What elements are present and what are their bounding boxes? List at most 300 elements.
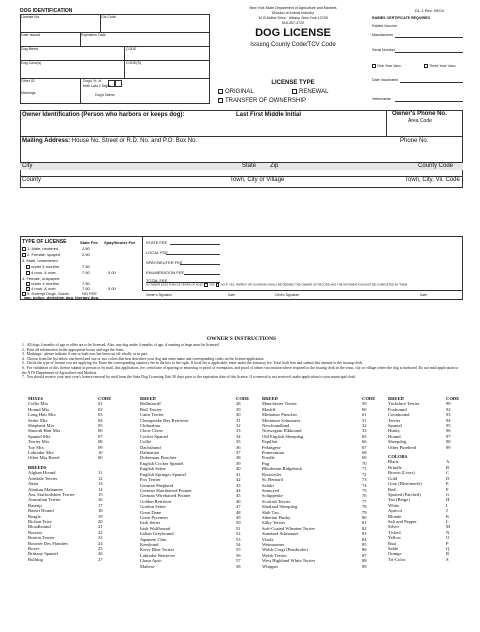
code-row-value: F (446, 486, 449, 492)
owner-age-question: IS OWNER LESS THAN 18 YEARS OF AGE? YES NO IF YES, PARENT OR GUARDIAN SHALL BE DEEMED THE OWNER OF RECORD AND THE INFORMATION MUST BE COMPLETED BY THEM. (146, 282, 408, 287)
code-row-value: 85 (362, 541, 367, 547)
code-row-label: Coonhound (388, 412, 410, 418)
code-row-label: Siberian Husky (262, 514, 291, 520)
code-row-label: Rottweiler (262, 471, 282, 477)
code-row-value: 32 (236, 423, 241, 429)
code-row-label: Terrier Mix (28, 439, 50, 445)
code-row-value: 68 (362, 450, 367, 456)
code-row-label: English Setter (140, 466, 166, 472)
original-checkbox[interactable] (218, 89, 223, 94)
code-row-value: 01 (98, 401, 103, 407)
state-fee-header: State Fee (80, 240, 98, 245)
code-row-label: Black (388, 459, 399, 465)
code-row-value: 73 (362, 477, 367, 483)
dogs-name-label: Dog's Name (95, 93, 115, 97)
instruction-item: 4. Choose from the list below one breed and one or two colors that best describes your dog and enter name and corresponding codes on the license application. (22, 356, 265, 361)
code-row-label: Irish Wolfhound (140, 525, 171, 531)
code-row-label: Spaniel Mix (28, 433, 51, 439)
code-row-label: Hound (388, 433, 401, 439)
code-row-label: English Springer Spaniel (140, 471, 186, 477)
mailing-address-label: Mailing Address: House No. Street or R.D. No. and P.O. Box No. (22, 138, 198, 144)
code-row-label: Akita (28, 481, 39, 487)
code-row-value: N (446, 529, 450, 535)
breed-code-label: CODE (126, 47, 137, 51)
code-row-value: 60 (362, 406, 367, 412)
code-row-label: Golden Retriever (140, 498, 172, 504)
fee-row-8-amount: 7.50 (82, 286, 90, 291)
code-row-label: Silver (388, 524, 399, 530)
code-row-value: J (446, 508, 448, 514)
code-row-label: West Highland White Terrier (262, 558, 316, 564)
date-vaccinated-label: Date Vaccinated (372, 78, 399, 82)
code-row-value: 70 (362, 460, 367, 466)
codes-col-3: BREED CODE Manchester Terrier 59 Mastiff 60 Miniature Pinscher 61 Miniature Schnauzer 31 Newfoundland 32 Norwegian Elkhound 33 Old English Sheepdog 65 Papillon 66 Pekingese 67 Pomeranian 68 Poodle 69 Pug 70 Rhodesian Ridgeback 71 Rottweiler 72 St. Bernard 73 Saluki 74 Samoyed 75 Schipperke 76 Scottish Terrier 77 Shetland Sheepdog 78 Shih Tzu 79 Siberian Husky 80 Silky Terrier 81 Soft-Coated Wheaten Terrier 82 Standard Schnauzer 83 Vizsla 84 Weimaraner 85 Welsh Corgi (Pembroke) 86 Welsh Terrier 87 West Highland White Terrier 88 Whippet 89 (262, 396, 376, 569)
fee-row-1[interactable]: 1. Male, neutered (22, 246, 58, 251)
code-row-value: 35 (236, 439, 241, 445)
code-row-label: Chesapeake Bay Retriever (140, 417, 189, 423)
code-row-value: D (446, 475, 450, 481)
code-row-label: Great Dane (140, 509, 162, 515)
one-year-checkbox[interactable] (372, 64, 376, 68)
fee-row-7[interactable]: under 4 months (26, 281, 59, 286)
code-row-label: Japanese Chin (140, 536, 167, 542)
state-fee-label: STATE FEE (146, 240, 168, 245)
code-row-value: E (446, 481, 449, 487)
code-row-value: 93 (446, 412, 451, 418)
three-year-checkbox[interactable] (424, 64, 428, 68)
code-row-value: 25 (98, 545, 103, 551)
code-row-label: Pug (262, 460, 270, 466)
spay-fee-label: SPAY/NEUTER FEE (146, 260, 183, 265)
code-row-value: 31 (236, 417, 241, 423)
other-id-label: Other ID (21, 79, 35, 83)
code-row-label: Sable (388, 545, 399, 551)
code-row-value: 86 (362, 547, 367, 553)
fee-row-2[interactable]: 2. Female, spayed (22, 252, 60, 257)
code-row-label: Spaniel (388, 423, 402, 429)
owner-signature-label: Owner's Signature (146, 293, 173, 297)
license-renewal-option[interactable]: RENEWAL (292, 89, 328, 96)
code-row-value: 48 (236, 509, 241, 515)
code-row-value: 80 (362, 514, 367, 520)
code-row-value: 24 (98, 540, 103, 546)
license-original-option[interactable]: ORIGINAL (218, 89, 254, 96)
code-row-label: Labrador Retriever (140, 552, 176, 558)
code-row-value: R (446, 551, 450, 557)
code-row-label: Terrier (388, 417, 401, 423)
code-row-value: 58 (236, 563, 241, 569)
code-row-value: 22 (98, 529, 103, 535)
code-row-label: Beagle (28, 513, 41, 519)
code-row-label: Welsh Terrier (262, 552, 287, 558)
code-row-label: Newfoundland (262, 423, 290, 429)
county-label: County (22, 177, 42, 183)
fee-row-3: 3. Male, unneutered (22, 258, 58, 263)
fee-row-6: 4. Female, unspayed (22, 276, 60, 281)
agency-name: New York State Department of Agriculture and Markets (249, 6, 337, 10)
code-row-label: Basset Hound (28, 508, 54, 514)
code-row-value: 36 (236, 444, 241, 450)
code-row-label: Blonde (388, 513, 402, 519)
code-row-value: K (446, 513, 450, 519)
code-row-value: 02 (98, 406, 103, 412)
code-row-value: 72 (362, 471, 367, 477)
code-row-value: L (446, 518, 449, 524)
code-row-value: 69 (362, 455, 367, 461)
code-row-value: 03 (98, 412, 103, 418)
license-transfer-option[interactable]: TRANSFER OF OWNERSHIP (218, 98, 306, 105)
ctv-code-label: Ctv Code (101, 15, 116, 19)
code-row-value: 32 (362, 423, 367, 429)
code-row-value: H (446, 497, 450, 503)
code-row-label: Poodle (262, 455, 275, 461)
rabies-title: RABIES CERTIFICATE REQUIRED (372, 16, 431, 20)
code-row-label: Italian Greyhound (140, 531, 174, 537)
code-row-value: B (446, 464, 450, 470)
code-row-label: Fox Terrier (140, 477, 161, 483)
town-label: Town, City or Village (230, 177, 285, 183)
code-row-label: Whippet (262, 563, 278, 569)
code-row-value: 84 (362, 536, 367, 542)
code-row-value: 67 (362, 444, 367, 450)
code-row-label: Doberman Pinscher (140, 455, 177, 461)
one-year-vacc-option[interactable]: One Year Vacc. (372, 64, 402, 69)
instructions-list (22, 343, 462, 380)
form-section-title: DOG IDENTIFICATION (20, 8, 73, 14)
code-row-value: 14 (98, 486, 103, 492)
rabies-vaccine-label: Rabies Vaccine: (372, 24, 398, 28)
code-row-value: 97 (446, 433, 451, 439)
markings-label: Markings (21, 91, 36, 95)
code-row (388, 557, 459, 562)
code-row-value: 38 (236, 455, 241, 461)
code-row-value: 43 (236, 482, 241, 488)
code-row-value: 61 (362, 412, 367, 418)
owner-phone-title: Owner's Phone No. (392, 111, 447, 117)
code-row-label: Afghan Hound (28, 470, 56, 476)
instruction-item: 5. Check the type of license you are applying for. Enter the corresponding statutory fee in the box to the right. If local fee is applicable, enter under the statutory fee. Total both fees and submit this amount to the issuing clerk. (22, 361, 364, 366)
code-row-label: Gold (388, 475, 398, 481)
code-row-value: 34 (236, 433, 241, 439)
fee-row-2-amount: 2.50 (82, 252, 90, 257)
code-row-value: 11 (98, 470, 103, 476)
code-row-label: Setter Mix (28, 417, 48, 423)
code-row-value: 06 (98, 428, 103, 434)
code-row-label: Other Purebred (388, 444, 417, 450)
code-row-value: 33 (362, 428, 367, 434)
code-row-label: Spotted (Patched) (388, 491, 421, 497)
code-row-label: Yellow (388, 535, 402, 541)
code-row-value: A (446, 459, 450, 465)
codes-col-4: BREED CODE Yorkshire Terrier 90 Foxhound 92 Coonhound 93 Terrier 94 Spaniel 95 Husky 96 Hound 97 Sheepdog 98 Other Purebred 99 COLORS Black A Brindle B Brown (Liver) C Gold D Gray (Blue/merle) E Red F Spotted (Patched) G Tan (Beige) H White I Apricot J Blonde K Salt and Pepper L Silver M Ticked N Yellow O Rust P Sable Q Orange R Tri-Color S (388, 396, 460, 562)
code-row-value: Q (446, 545, 450, 551)
fee-row-8-spay: 3.00 (108, 286, 116, 291)
code-row-label: Irish Setter (140, 520, 161, 526)
code-row-value: 82 (362, 525, 367, 531)
code-row-label: Bullmastiff (140, 401, 161, 407)
license-type-header: TYPE OF LICENSE (22, 239, 67, 245)
code-row-label: Weimaraner (262, 541, 285, 547)
serial-number-label: Serial Number (372, 48, 395, 52)
code-row-label: German Shorthaired Pointer (140, 487, 192, 493)
instruction-item: 6. For validation of this license submit in person or by mail, this application, fee, certificate of spaying or neutering or proof of exemption, and proof of rabies vaccination where required to the issuing clerk in the town, city or village where the dog is harbored. Do not mail application to the NYS Department of Agriculture and Markets. (22, 365, 459, 375)
code-row-label: Smooth Hair Mix (28, 428, 61, 434)
code-row-value: 26 (98, 551, 103, 557)
agency-address: 10 B Airline Drive · Albany, New York 12235 (258, 16, 328, 20)
transfer-checkbox[interactable] (218, 98, 223, 103)
local-fee-label: LOCAL FEE (146, 250, 168, 255)
code-row-label: Welsh Corgi (Pembroke) (262, 547, 308, 553)
code-row-label: Schipperke (262, 493, 283, 499)
owner-header: Owner Identification (Person who harbors or keeps dog): (22, 112, 185, 118)
fee-row-9[interactable]: 5. Exempt Dogs- Guide, (22, 291, 70, 296)
code-row-label: German Shepherd (140, 482, 174, 488)
code-row-value: 90 (446, 401, 451, 407)
code-row-value: 83 (362, 531, 367, 537)
code-row-label: Apricot (388, 508, 403, 514)
codes-col-1: MIXES CODE Collie Mix 01 Hound Mix 02 Long Hair Mix 03 Setter Mix 04 Shepherd Mix 05 Smooth Hair Mix 06 Spaniel Mix 07 Terrier Mix 08 Toy Mix 09 Labrador Mix 10 Other Mix Breed 00 BREEDS Afghan Hound 11 Airedale Terrier 12 Akita 13 Alaskan Malamute 14 Am. Staffordshire Terrier 15 Australian Terrier 16 Basenji 17 Basset Hound 18 Beagle 19 Bichon Frise 20 Bloodhound 21 Borzois 22 Boston Terrier 23 Bouvier Des Flandres 24 Boxer 25 Brittany Spaniel 26 Bulldog 27 (28, 396, 112, 562)
code-row-label: Gordon Setter (140, 504, 166, 510)
code-row-label: Toy Mix (28, 444, 44, 450)
total-fee-label: TOTAL FEE (146, 278, 168, 283)
code-row-value: 09 (98, 444, 103, 450)
code-row-value: 37 (236, 450, 241, 456)
code-row-value: 89 (362, 563, 367, 569)
code-row-label: Other Mix Breed (28, 455, 60, 461)
code-row-value: 88 (362, 558, 367, 564)
code-row-label: Dalmatian (140, 450, 160, 456)
state-label: State (242, 163, 257, 169)
code-row-value: 17 (98, 502, 103, 508)
code-row-label: Silky Terrier (262, 520, 286, 526)
code-row-value: 15 (98, 491, 103, 497)
code-row-value: 08 (98, 439, 103, 445)
code-row-label: Shetland Sheepdog (262, 504, 298, 510)
form-number: DL-1 Rev. 09/04 (415, 8, 444, 13)
code-row-value: 39 (236, 460, 241, 466)
code-row-label: Labrador Mix (28, 450, 54, 456)
license-type-title: LICENSE TYPE (271, 80, 315, 86)
birth-year-label: Dog's Yr. of birth Last 2 Digits (83, 79, 111, 88)
code-row-value: 87 (362, 552, 367, 558)
code-row-label: Shih Tzu (262, 509, 279, 515)
fee-row-4-amount: 7.50 (82, 264, 90, 269)
code-row-label: Bichon Frise (28, 518, 52, 524)
code-row-label: Dachshund (140, 444, 161, 450)
code-row-value: 51 (236, 525, 241, 531)
fee-row-1-amount: 2.50 (82, 246, 90, 251)
age-yes-checkbox[interactable] (204, 283, 208, 287)
code-row-label: Collie Mix (28, 401, 49, 407)
code-row-value: 18 (98, 508, 103, 514)
code-row-label: Am. Staffordshire Terrier (28, 491, 75, 497)
clerk-signature-label: Clerk's Signature (275, 293, 300, 297)
code-row-label: Tri-Color (388, 556, 406, 562)
code-row-label: Foxhound (388, 406, 407, 412)
code-row-label: Lhasa Apso (140, 558, 162, 564)
code-row-value: 75 (362, 487, 367, 493)
code-row-label: Pekingese (262, 444, 281, 450)
code-row-value: 44 (236, 487, 241, 493)
code-row-value: 31 (362, 417, 367, 423)
code-row-value: C (446, 470, 450, 476)
code-row-value: 99 (446, 444, 451, 450)
three-year-vacc-option[interactable]: Three Year Vacc. (424, 64, 456, 69)
code-row-value: M (446, 524, 451, 530)
code-row-value: I (446, 502, 448, 508)
dog-colors-label: Dog Color(s) (21, 61, 42, 65)
code-row-value: 16 (98, 497, 103, 503)
code-row-value: 07 (98, 433, 103, 439)
code-row-value: 57 (236, 558, 241, 564)
code-row (140, 564, 249, 569)
code-row-label: Cairn Terrier (140, 412, 164, 418)
code-row-value: 28 (236, 401, 241, 407)
fee-row-4[interactable]: under 4 months (26, 264, 59, 269)
page-title: DOG LICENSE (255, 27, 331, 39)
code-row-label: Basenji (28, 502, 42, 508)
code-row-label: Bull Terrier (140, 406, 162, 412)
code-row-label: Salt and Pepper (388, 518, 417, 524)
instruction-item: 2. Print all information in the appropriate boxes and sign the form. (22, 347, 124, 352)
code-row-label: Maltese (140, 563, 155, 569)
code-row-value: 59 (362, 401, 367, 407)
code-row-value: 95 (446, 423, 451, 429)
code-row-label: Rhodesian Ridgeback (262, 466, 303, 472)
code-row-label: Cocker Spaniel (140, 433, 169, 439)
code-row-value: 13 (98, 481, 103, 487)
fee-row-10: war, police, detection dog, therapy dog, (24, 295, 100, 300)
county-code-label: County Code (418, 163, 454, 169)
code-row-value: 94 (446, 417, 451, 423)
fee-row-5[interactable]: 4 mos. & over (26, 270, 56, 275)
code-row-value: 04 (98, 417, 103, 423)
code-row-label: Bouvier Des Flandres (28, 540, 69, 546)
code-row-label: Australian Terrier (28, 497, 61, 503)
fee-row-7-amount: 7.50 (82, 281, 90, 286)
code-row-value: 00 (98, 455, 103, 461)
code-row-value: O (446, 535, 450, 541)
code-section-header: COLORS (388, 454, 408, 460)
code-row-label: Yorkshire Terrier (388, 401, 420, 407)
code-row-label: Keeshond (140, 541, 159, 547)
code-row-label: Rust (388, 540, 397, 546)
code-row-label: Red (388, 486, 396, 492)
town-code-label: Town, City, Vil. Code (405, 177, 460, 183)
code-row-value: 96 (446, 428, 451, 434)
code-row-value: 66 (362, 439, 367, 445)
code-section-header: BREEDS (28, 464, 47, 470)
code-row-label: Chihuahua (140, 423, 160, 429)
codes-col-2: BREED CODE Bullmastiff 28 Bull Terrier 29 Cairn Terrier 30 Chesapeake Bay Retriever 31 Chihuahua 32 Chow Chow 33 Cocker Spaniel 34 Collie 35 Dachshund 36 Dalmatian 37 Doberman Pinscher 38 English Cocker Spaniel 39 English Setter 40 English Springer Spaniel 41 Fox Terrier 42 German Shepherd 43 German Shorthaired Pointer 44 German Wirehaired Pointer 45 Golden Retriever 46 Gordon Setter 47 Great Dane 48 Great Pyrenees 49 Irish Setter 50 Irish Wolfhound 51 Italian Greyhound 52 Japanese Chin 53 Keeshond 54 Kerry Blue Terrier 55 Labrador Retriever 56 Lhasa Apso 57 Maltese 58 (140, 396, 250, 569)
color-codes-label: CODE(S) (126, 61, 142, 65)
expiration-date-label: Expiration Date (81, 33, 106, 37)
code-row-value: 55 (236, 547, 241, 553)
code-row (28, 557, 111, 562)
area-code-label: Area Code (408, 118, 432, 124)
code-row-value: 05 (98, 423, 103, 429)
age-no-checkbox[interactable] (216, 283, 220, 287)
code-row-value: 41 (236, 471, 241, 477)
code-row-label: Saluki (262, 482, 274, 488)
code-row-value: 47 (236, 504, 241, 510)
code-row-label: Samoyed (262, 487, 280, 493)
code-row-label: Standard Schnauzer (262, 531, 299, 537)
code-row-label: Brittany Spaniel (28, 551, 58, 557)
fee-row-8[interactable]: 4 mos. & over (26, 286, 56, 291)
code-row-label: Old English Sheepdog (262, 433, 304, 439)
code-row-value: 65 (362, 433, 367, 439)
code-row-label: Brown (Liver) (388, 470, 415, 476)
code-row-label: Pomeranian (262, 450, 284, 456)
code-row-label: Boston Terrier (28, 535, 55, 541)
veterinarian-label: Veterinarian (372, 97, 392, 101)
code-row-value: 33 (236, 428, 241, 434)
code-row-value: G (446, 491, 450, 497)
fee-row-5-spay: 3.00 (108, 270, 116, 275)
dog-breed-label: Dog Breed (21, 47, 39, 51)
code-row-value: 54 (236, 541, 241, 547)
code-row-value: 49 (236, 514, 241, 520)
code-row-label: Scottish Terrier (262, 498, 291, 504)
instruction-item: 1. All dogs 4 months of age or older are to be licensed. Also, any dog under 4 months of age, if running at large must be licensed. (22, 343, 220, 347)
code-row-label: Great Pyrenees (140, 514, 168, 520)
code-row-label: White (388, 502, 400, 508)
license-no-label: License No. (21, 15, 40, 19)
code-row-label: Collie (140, 439, 152, 445)
code-row-label: Husky (388, 428, 400, 434)
code-row-label: Tan (Beige) (388, 497, 410, 503)
code-row-label: Borzois (28, 529, 43, 535)
code-row-value: 29 (236, 406, 241, 412)
code-row-label: German Wirehaired Pointer (140, 493, 191, 499)
renewal-checkbox[interactable] (292, 89, 297, 94)
code-row-value: 12 (98, 475, 103, 481)
code-row-value: 27 (98, 556, 103, 562)
code-row-value: 52 (236, 531, 241, 537)
dog-ident-box (20, 14, 210, 104)
code-row-value: 81 (362, 520, 367, 526)
code-row-label: Miniature Schnauzer (262, 417, 301, 423)
code-row-label: Gray (Blue/merle) (388, 481, 422, 487)
code-row-value: 77 (362, 498, 367, 504)
code-row-label: Manchester Terrier (262, 401, 297, 407)
spay-fee-header: Spay/Neuter Fee (104, 240, 136, 245)
code-row-value: 45 (236, 493, 241, 499)
code-row-label: Chow Chow (140, 428, 164, 434)
code-row-label: Ticked (388, 529, 401, 535)
code-row-label: Orange (388, 551, 402, 557)
code-row-label: Alaskan Malamute (28, 486, 63, 492)
code-row (262, 564, 375, 569)
code-row-value: 30 (236, 412, 241, 418)
code-row-label: Bulldog (28, 556, 43, 562)
code-row-value: 71 (362, 466, 367, 472)
code-row-label: Miniature Pinscher (262, 412, 298, 418)
fee-row-9-amount: NO FEE (82, 291, 97, 296)
code-row-value: 74 (362, 482, 367, 488)
owner-name-label: Last First Middle Initial (236, 112, 302, 118)
clerk-date-label: Date (420, 293, 427, 297)
code-row-label: Papillon (262, 439, 278, 445)
code-row-label: Vizsla (262, 536, 274, 542)
enum-fee-label: ENUMERATION FEE (146, 270, 185, 275)
manufacturer-label: Manufacturer (372, 33, 394, 37)
zip-label: Zip (270, 163, 279, 169)
owner-date-label: Date (228, 293, 235, 297)
city-label: City (22, 163, 33, 169)
code-row-value: 46 (236, 498, 241, 504)
